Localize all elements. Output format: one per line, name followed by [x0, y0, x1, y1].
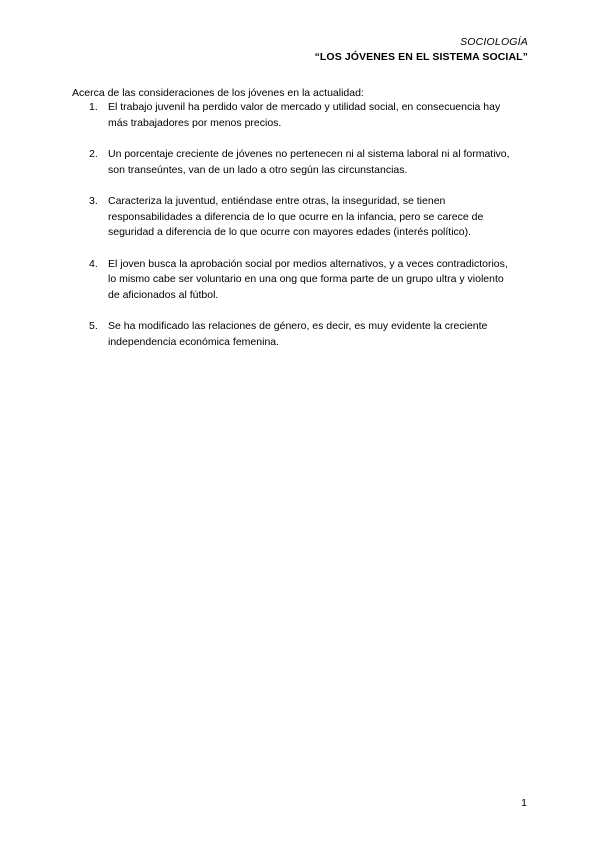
list-item-text: Caracteriza la juventud, entiéndase entre otras, la inseguridad, se tienen responsabilidades a diferencia de lo que ocurre en la infancia, pero se carece de seguridad a diferencia de lo que ocurre con mayores edades (interés político). [108, 195, 484, 238]
page-number: 1 [521, 797, 527, 809]
header-subject: SOCIOLOGÍA [460, 36, 528, 48]
list-item-number: 4. [89, 257, 98, 270]
list-item [72, 319, 512, 350]
list-item [72, 194, 512, 241]
list-item [72, 257, 512, 304]
list-item [72, 100, 512, 131]
header-title: “LOS JÓVENES EN EL SISTEMA SOCIAL” [314, 51, 528, 63]
numbered-list [72, 100, 512, 366]
list-item-text: Un porcentaje creciente de jóvenes no pertenecen ni al sistema laboral ni al formativo, son transeúntes, van de un lado a otro según las circunstancias. [108, 148, 510, 176]
list-item-number: 3. [89, 195, 98, 207]
list-item-text: El trabajo juvenil ha perdido valor de mercado y utilidad social, en consecuencia hay más trabajadores por menos precios. [108, 101, 501, 129]
list-item-number: 5. [89, 320, 98, 332]
intro-text: Acerca de las consideraciones de los jóvenes en la actualidad: [72, 87, 364, 99]
list-item-number: 1. [89, 101, 98, 113]
list-item-number: 2. [89, 148, 98, 160]
list-item [72, 147, 512, 178]
list-item-text: El joven busca la aprobación social por medios alternativos, y a veces contradictorios, lo mismo cabe ser voluntario en una ong que forma parte de un grupo ultra y violento de aficionados al fútbol. [108, 257, 508, 301]
list-item-text: Se ha modificado las relaciones de género, es decir, es muy evidente la creciente independencia económica femenina. [108, 320, 488, 348]
